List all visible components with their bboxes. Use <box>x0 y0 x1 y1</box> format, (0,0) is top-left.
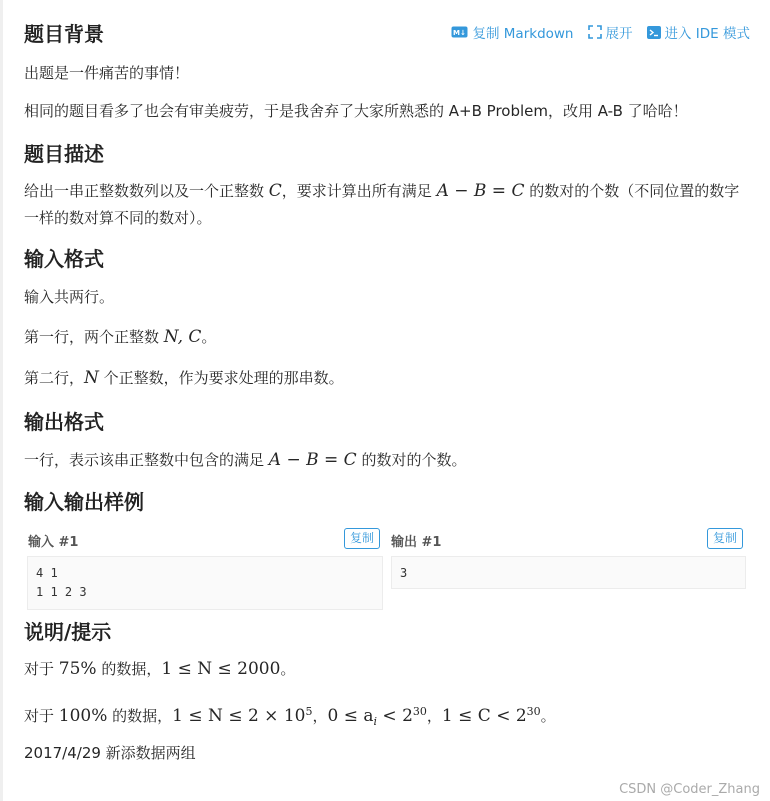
left-border <box>0 0 3 801</box>
hint-l2-sep1: ， <box>312 707 328 725</box>
hint-l2-end: 。 <box>540 707 556 725</box>
terminal-icon <box>647 26 661 39</box>
input-p2-math: N, C <box>163 327 202 347</box>
sample-input-line1: 4 1 <box>36 566 58 580</box>
toolbar <box>451 22 750 42</box>
watermark: CSDN @Coder_Zhang <box>619 782 760 797</box>
input-p3-b: 个正整数，作为要求处理的那串数。 <box>98 369 344 387</box>
hint-l2-m2: 0 ≤ a <box>327 706 374 726</box>
expand-button[interactable] <box>588 22 633 42</box>
background-title: 题目背景 <box>24 22 104 46</box>
hint-l2-pct: 100% <box>58 706 108 726</box>
ide-mode-button[interactable] <box>647 22 751 42</box>
sample-input-label: 输入 #1 <box>28 535 79 550</box>
samples-title: 输入输出样例 <box>24 490 144 514</box>
sample-input-line2: 1 1 2 3 <box>36 585 87 599</box>
markdown-icon <box>451 26 468 38</box>
hint-l2-a: 对于 <box>24 707 59 725</box>
desc-text-b: ，要求计算出所有满足 <box>281 182 437 200</box>
copy-markdown-button[interactable] <box>451 22 573 42</box>
desc-math-c: C <box>268 181 282 201</box>
hint-title: 说明/提示 <box>24 620 112 644</box>
sample-output-label: 输出 #1 <box>391 535 442 550</box>
copy-input-button[interactable]: 复制 <box>344 528 380 549</box>
input-p2-b: 。 <box>201 328 217 346</box>
hint-l2-m1-exp: 5 <box>305 705 313 718</box>
hint-l2-m1: 1 ≤ N ≤ 2 × 10 <box>172 706 306 726</box>
desc-math-eq: A − B = C <box>436 181 525 201</box>
ide-mode-label: 进入 IDE 模式 <box>664 26 750 42</box>
desc-text-a: 给出一串正整数数列以及一个正整数 <box>24 182 269 200</box>
hint-l2-m3-exp: 30 <box>526 705 541 718</box>
hint-l2-m2-sub: i <box>373 715 378 728</box>
hint-line1 <box>24 656 750 683</box>
input-format-p1: 输入共两行。 <box>24 288 115 306</box>
background-p2: 相同的题目看多了也会有审美疲劳，于是我舍弃了大家所熟悉的 A+B Problem，改用 A-B 了哈哈！ <box>24 102 688 120</box>
svg-text:M↓: M↓ <box>453 29 467 37</box>
output-p-b: 的数对的个数。 <box>356 451 467 469</box>
hint-l1-a: 对于 <box>24 660 59 678</box>
input-format-p3 <box>24 365 750 392</box>
hint-line2 <box>24 698 750 735</box>
expand-icon <box>588 25 602 39</box>
hint-line3: 2017/4/29 新添数据两组 <box>24 744 196 762</box>
output-format-title: 输出格式 <box>24 410 104 434</box>
output-p-a: 一行，表示该串正整数中包含的满足 <box>24 451 269 469</box>
copy-output-button[interactable]: 复制 <box>707 528 743 549</box>
input-format-p2 <box>24 324 750 351</box>
description-text <box>24 178 750 232</box>
hint-l2-m3: 1 ≤ C < 2 <box>441 706 527 726</box>
description-title: 题目描述 <box>24 142 104 166</box>
hint-l1-b: 的数据， <box>96 660 162 678</box>
input-format-title: 输入格式 <box>24 247 104 271</box>
hint-l2-sep2: ， <box>426 707 442 725</box>
sample-output-box[interactable] <box>391 556 746 589</box>
hint-l1-pct: 75% <box>58 659 97 679</box>
output-p-math: A − B = C <box>268 450 357 470</box>
input-p3-math: N <box>84 368 99 388</box>
expand-label: 展开 <box>605 26 633 42</box>
hint-l1-c: 。 <box>280 660 296 678</box>
hint-l2-b: 的数据， <box>107 707 173 725</box>
input-p3-a: 第二行， <box>24 369 85 387</box>
output-format-p <box>24 447 750 474</box>
sample-output-line1: 3 <box>400 566 408 580</box>
background-p1: 出题是一件痛苦的事情！ <box>24 64 190 82</box>
hint-l2-m2b: < 2 <box>377 706 413 726</box>
hint-l2-m2-exp: 30 <box>412 705 427 718</box>
desc-text-c: 的数对的个数（不同位置的数字一样的数对算不同的数对）。 <box>24 182 740 227</box>
hint-l1-math: 1 ≤ N ≤ 2000 <box>161 659 281 679</box>
copy-markdown-label: 复制 Markdown <box>472 26 574 42</box>
input-p2-a: 第一行，两个正整数 <box>24 328 164 346</box>
sample-input-box[interactable] <box>27 556 383 610</box>
